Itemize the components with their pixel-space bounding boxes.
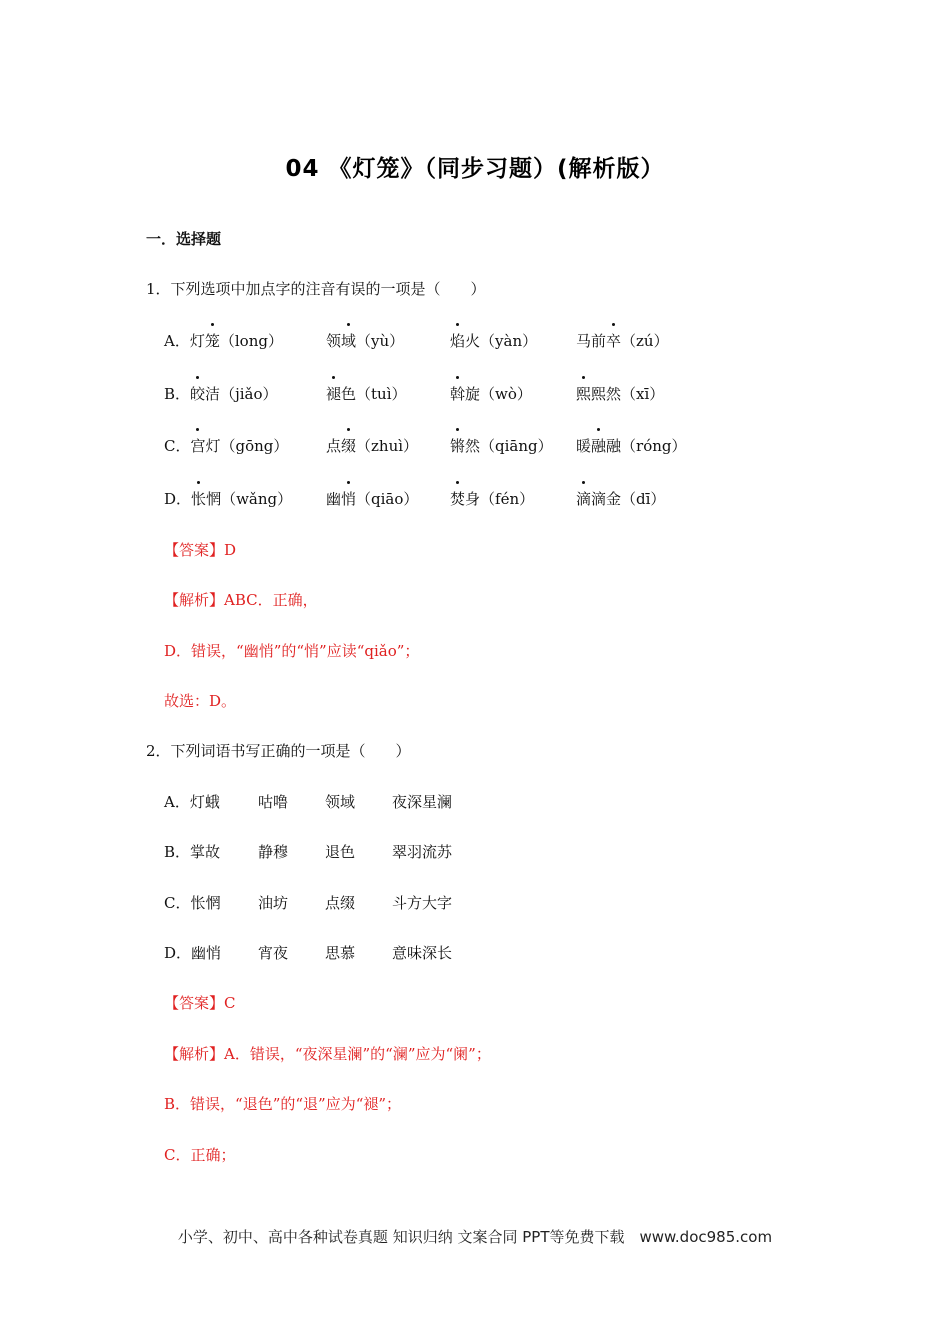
option-word: 思慕 (325, 944, 356, 962)
word-text: 然 (465, 437, 481, 455)
word-text: 灯 (205, 437, 221, 455)
option-word: 静穆 (258, 843, 289, 861)
option-item (450, 384, 532, 404)
question-2-analysis-c: C．正确； (164, 1146, 236, 1164)
dotted-character: 焰 (450, 332, 466, 350)
question-1-answer: 【答案】D (164, 541, 237, 559)
option-label: D． (164, 490, 192, 508)
option-word: 油坊 (258, 894, 289, 912)
pinyin-annotation: （fén） (480, 490, 535, 508)
option-word: 退色 (325, 843, 356, 861)
option-word: C．怅惘 (164, 894, 221, 912)
dotted-character: 怅 (191, 490, 207, 508)
option-item (450, 489, 534, 509)
word-text: 融 (606, 437, 622, 455)
option-item (576, 384, 664, 404)
dotted-character: 融 (591, 437, 607, 455)
word-text: 领 (326, 332, 342, 350)
word-text: 身 (465, 490, 481, 508)
question-2-stem: 2．下列词语书写正确的一项是（ ） (146, 742, 411, 760)
word-text: 熙然 (591, 385, 622, 403)
question-2-answer: 【答案】C (164, 994, 236, 1012)
option-item (164, 331, 283, 351)
word-text: 色 (341, 385, 357, 403)
word-text: 点 (326, 437, 342, 455)
section-heading: 一．选择题 (146, 230, 222, 248)
document-title: 04 《灯笼》（同步习题）(解析版） (285, 156, 665, 182)
word-text: 灯 (189, 332, 205, 350)
option-word: 翠羽流苏 (392, 843, 453, 861)
dotted-character: 焚 (450, 490, 466, 508)
option-word: 宵夜 (258, 944, 289, 962)
word-text: 滴金 (591, 490, 622, 508)
option-word: B．掌故 (164, 843, 221, 861)
pinyin-annotation: （yàn） (480, 332, 538, 350)
word-text: 洁 (205, 385, 221, 403)
dotted-character: 宫 (190, 437, 206, 455)
dotted-character: 锵 (450, 437, 466, 455)
pinyin-annotation: （jiǎo） (220, 385, 278, 403)
dotted-character: 悄 (341, 490, 357, 508)
question-1-stem: 1．下列选项中加点字的注音有误的一项是（ ） (146, 280, 486, 298)
option-item (164, 384, 278, 404)
pinyin-annotation: （qiāo） (356, 490, 419, 508)
pinyin-annotation: （yù） (356, 332, 405, 350)
option-item (450, 436, 553, 456)
pinyin-annotation: （zhuì） (356, 437, 419, 455)
dotted-character: 斡 (450, 385, 466, 403)
dotted-character: 滴 (576, 490, 592, 508)
question-1-analysis: 【解析】ABC．正确， (164, 591, 318, 609)
dotted-character: 皎 (190, 385, 206, 403)
pinyin-annotation: （wǎng） (221, 490, 293, 508)
option-item (326, 489, 418, 509)
option-word: 夜深星澜 (392, 793, 453, 811)
dotted-character: 缀 (341, 437, 357, 455)
option-item (164, 489, 292, 509)
question-2-analysis-b: B．错误，“退色”的“退”应为“褪”； (164, 1095, 402, 1113)
option-item (326, 384, 407, 404)
dotted-character: 域 (341, 332, 357, 350)
option-word: 咕噜 (258, 793, 289, 811)
option-item (326, 331, 404, 351)
question-1-analysis-d: D．错误，“幽悄”的“悄”应读“qiǎo”； (164, 642, 420, 660)
word-text: 幽 (326, 490, 342, 508)
word-text: 旋 (465, 385, 481, 403)
option-word: A．灯蛾 (164, 793, 220, 811)
dotted-character: 熙 (576, 385, 592, 403)
pinyin-annotation: （xī） (621, 385, 665, 403)
option-label: A． (164, 332, 190, 350)
dotted-character: 笼 (204, 332, 220, 350)
question-1-conclusion: 故选：D。 (164, 692, 237, 710)
option-item (576, 436, 687, 456)
word-text: 暖 (576, 437, 592, 455)
option-word: 斗方大字 (392, 894, 453, 912)
word-text: 马前 (576, 332, 607, 350)
pinyin-annotation: （gōng） (220, 437, 289, 455)
pinyin-annotation: （tuì） (356, 385, 407, 403)
pinyin-annotation: （zú） (621, 332, 669, 350)
option-label: C． (164, 437, 191, 455)
option-word: 领域 (325, 793, 356, 811)
pinyin-annotation: （róng） (621, 437, 687, 455)
dotted-character: 褪 (326, 385, 342, 403)
option-word: 意味深长 (392, 944, 453, 962)
option-label: B． (164, 385, 191, 403)
word-text: 惘 (206, 490, 222, 508)
pinyin-annotation: （wò） (480, 385, 532, 403)
option-item (326, 436, 418, 456)
option-word: 点缀 (325, 894, 356, 912)
pinyin-annotation: （long） (219, 332, 283, 350)
pinyin-annotation: （qiāng） (480, 437, 553, 455)
option-item (576, 489, 665, 509)
option-item (450, 331, 537, 351)
pinyin-annotation: （dī） (621, 490, 666, 508)
footer-banner: 小学、初中、高中各种试卷真题 知识归纳 文案合同 PPT等免费下载 www.doc985.com (177, 1228, 773, 1246)
question-2-analysis-a: 【解析】A．错误，“夜深星澜”的“澜”应为“阑”； (164, 1045, 491, 1063)
dotted-character: 卒 (606, 332, 622, 350)
option-item (576, 331, 669, 351)
option-item (164, 436, 288, 456)
word-text: 火 (465, 332, 481, 350)
option-word: D．幽悄 (164, 944, 222, 962)
